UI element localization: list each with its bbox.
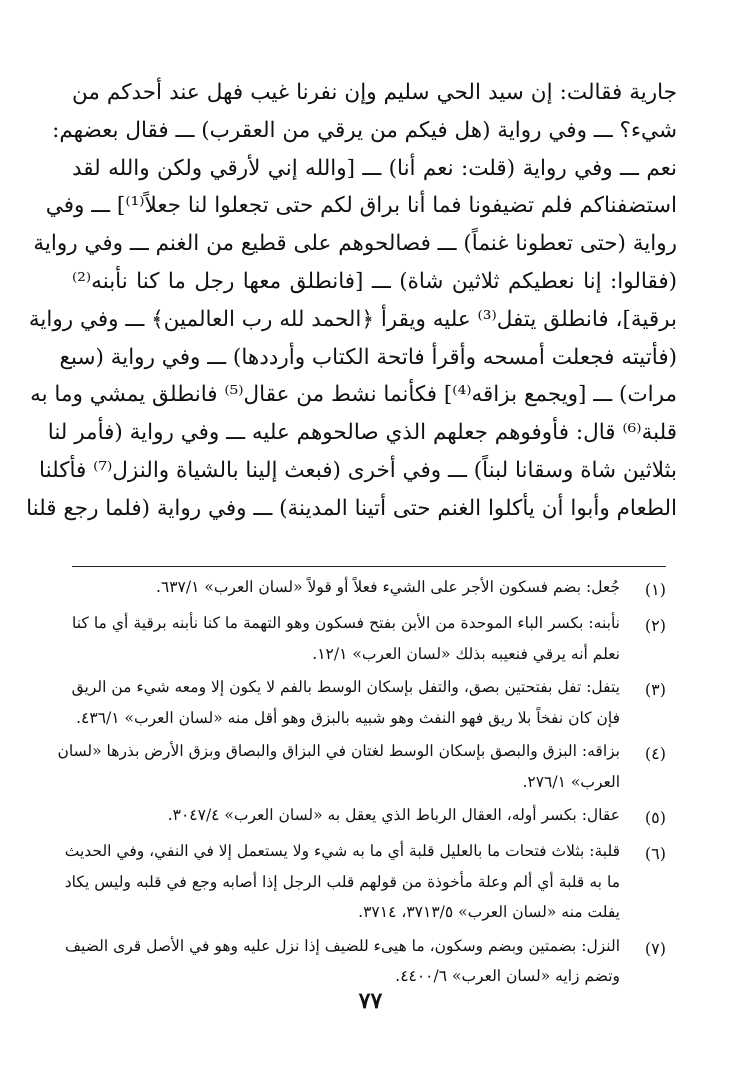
- footnote: [72, 608, 666, 669]
- footnote-line: فإن كان نفخاً بلا ريق فهو النفث وهو شبيه بالبزق وهو أقل منه «لسان العرب» ٤٣٦/١.: [76, 708, 620, 727]
- main-text-line: برقية]، فانطلق يتفل⁽³⁾ عليه ويقرأ ﴿الحمد لله رب العالمين﴾ ـــ وفي رواية: [28, 306, 677, 332]
- main-text-line: بثلاثين شاة وسقانا لبناً) ـــ وفي أخرى (فبعث إلينا بالشياة والنزل⁽⁷⁾ فأكلنا: [39, 457, 677, 483]
- footnote-body: [72, 672, 620, 733]
- main-text-line: (فأتيته فجعلت أمسحه وأقرأ فاتحة الكتاب وأرددها) ـــ وفي رواية (سبع: [59, 344, 677, 370]
- footnote-number: (٤): [644, 744, 666, 763]
- footnote-line: ما به قلبة أي ألم وعلة مأخوذة من قولهم قلب الرجل إذا أصابه وجع في قلبه وليس يكاد: [64, 872, 620, 891]
- main-text: [26, 74, 677, 528]
- footnote-number: (٧): [644, 938, 666, 958]
- main-text-line: شيء؟ ـــ وفي رواية (هل فيكم من يرقي من العقرب) ـــ فقال بعضهم:: [52, 117, 677, 143]
- footnote-line: وتضم زايه «لسان العرب» ٤٤٠٠/٦.: [395, 967, 620, 985]
- footnote-line: نأبنه: بكسر الباء الموحدة من الأبن بفتح فسكون وهو التهمة ما كنا نأبنه برقية أي ما كنا: [72, 614, 620, 632]
- page-number: ٧٧: [358, 988, 383, 1014]
- footnote: [72, 672, 666, 733]
- footnote: [72, 572, 666, 605]
- footnote: [64, 836, 666, 928]
- footnote: [57, 736, 666, 797]
- footnote-number: (٢): [644, 616, 666, 635]
- footnote: [64, 931, 666, 992]
- footnote-number: (٣): [644, 680, 666, 699]
- footnote-number: (١): [644, 580, 666, 599]
- footnote-line: جُعل: بضم فسكون الأجر على الشيء فعلاً أو قولاً «لسان العرب» ٦٣٧/١.: [155, 578, 620, 596]
- footnote-line: قلبة: بثلاث فتحات ما بالعليل قلبة أي ما به شيء ولا يستعمل إلا في النفي، وفي الحديث: [64, 842, 620, 860]
- main-text-line: الطعام وأبوا أن يأكلوا الغنم حتى أتينا المدينة) ـــ وفي رواية (فلما رجع قلنا: [26, 495, 677, 521]
- footnote-line: بزاقه: البزق والبصق بإسكان الوسط لغتان في البزاق والبصاق وبزق الأرض بذرها «لسان: [57, 742, 620, 760]
- footnote-line: يتفل: تفل بفتحتين بصق، والتفل بإسكان الوسط بالفم لا يكون إلا ومعه شيء من الريق: [71, 678, 620, 696]
- main-text-line: (فقالوا: إنا نعطيكم ثلاثين شاة) ـــ [فانطلق معها رجل ما كنا نأبنه⁽²⁾: [72, 268, 677, 294]
- main-text-line: جارية فقالت: إن سيد الحي سليم وإن نفرنا غيب فهل عند أحدكم من: [72, 80, 677, 105]
- footnote: [72, 800, 666, 833]
- footnote-body: [72, 800, 620, 831]
- main-text-line: نعم ـــ وفي رواية (قلت: نعم أنا) ـــ [والله إني لأرقي ولكن والله لقد: [72, 155, 677, 181]
- main-text-line: رواية (حتى تعطونا غنماً) ـــ فصالحوهم على قطيع من الغنم ـــ وفي رواية: [33, 231, 677, 257]
- main-text-line: قلبة⁽⁶⁾ قال: فأوفوهم جعلهم الذي صالحوهم عليه ـــ وفي رواية (فأمر لنا: [47, 420, 677, 446]
- footnote-number: (٥): [644, 808, 666, 827]
- footnotes: [57, 572, 666, 995]
- footnote-divider: [72, 566, 666, 567]
- footnote-line: يفلت منه «لسان العرب» ٣٧١٣/٥، ٣٧١٤.: [358, 903, 620, 921]
- footnote-body: [65, 836, 620, 928]
- footnote-body: [65, 931, 620, 992]
- footnote-line: نعلم أنه يرقي فنعيبه بذلك «لسان العرب» ١٢/١.: [312, 644, 620, 663]
- main-text-line: استضفناكم فلم تضيفونا فما أنا براق لكم حتى تجعلوا لنا جعلاً⁽¹⁾] ـــ وفي: [45, 193, 677, 219]
- footnote-line: النزل: بضمتين وبضم وسكون، ما هيىء للضيف إذا نزل عليه وهو في الأصل قرى الضيف: [64, 936, 620, 955]
- footnote-body: [72, 572, 620, 603]
- footnote-body: [72, 608, 620, 669]
- main-text-line: مرات) ـــ [ويجمع بزاقه⁽⁴⁾] فكأنما نشط من عقال⁽⁵⁾ فانطلق يمشي وما به: [30, 382, 677, 408]
- footnote-line: عقال: بكسر أوله، العقال الرباط الذي يعقل به «لسان العرب» ٣٠٤٧/٤.: [167, 806, 620, 824]
- footnote-body: [57, 736, 620, 797]
- footnote-line: العرب» ٢٧٦/١.: [522, 772, 620, 791]
- footnote-number: (٦): [644, 844, 666, 863]
